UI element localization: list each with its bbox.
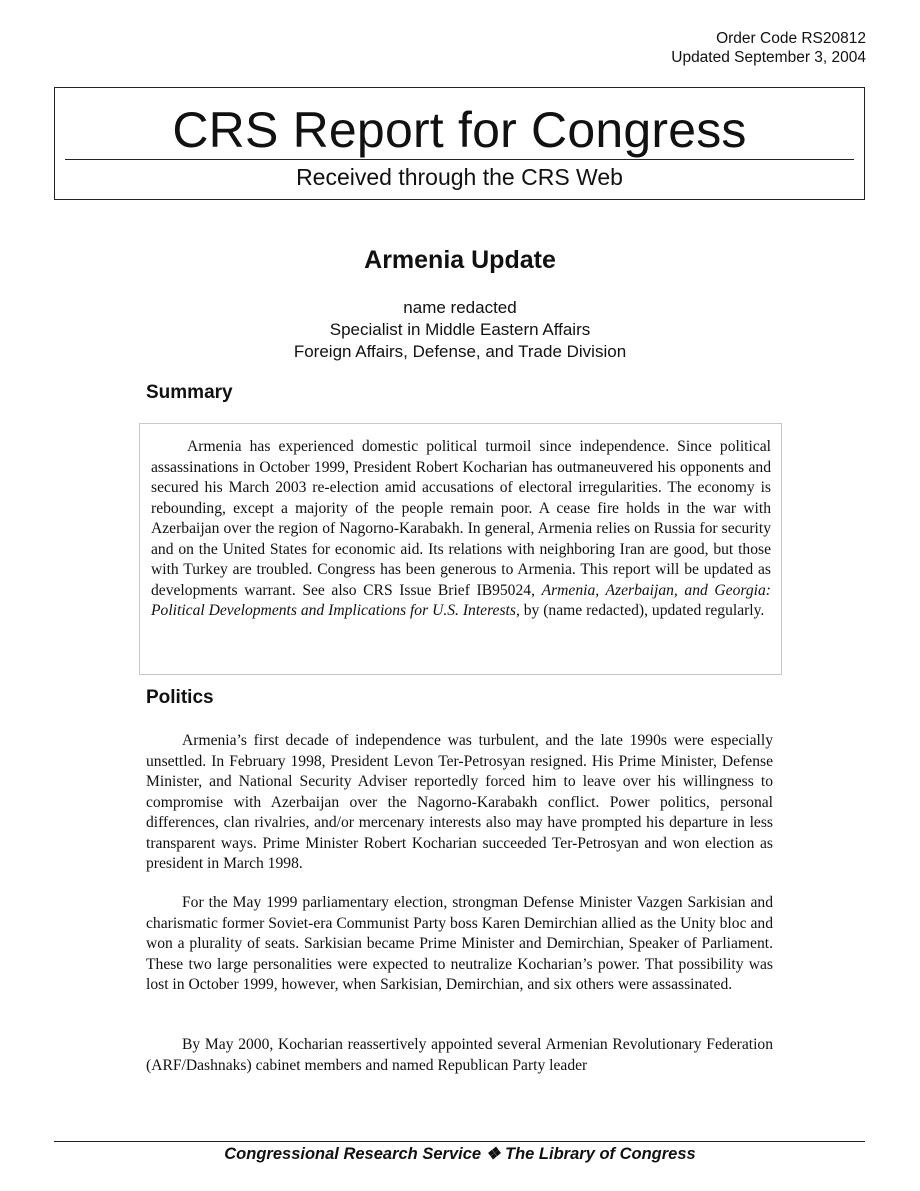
paragraph-text: For the May 1999 parliamentary election, strongman Defense Minister Vazgen Sarkisian and charismatic former Soviet-era Communist Party boss Karen Demirchian allied as the Unity bloc and won a plurality of seats. Sarkisian became Prime Minister and Demirchian, Speaker of Parliament. These two large personalities were expected to neutralize Kocharian’s power. That possibility was lost in October 1999, however, when Sarkisian, Demirchian, and six others were assassinated.: [146, 894, 773, 993]
politics-paragraph-1: [146, 731, 773, 875]
author-name: name redacted: [403, 298, 517, 317]
order-code: Order Code RS20812: [716, 30, 866, 47]
order-info: [671, 29, 866, 67]
banner-title: CRS Report for Congress: [172, 102, 747, 158]
banner-subtitle: Received through the CRS Web: [296, 164, 623, 190]
summary-heading: Summary: [146, 382, 233, 403]
issue-brief-title: Armenia, Azerbaijan, and Georgia: Political Developments and Implications for U.S. Interests: [151, 581, 771, 619]
footer-divider: [54, 1141, 865, 1142]
summary-text-tail: , by (name redacted), updated regularly.: [515, 602, 765, 619]
author-role: Specialist in Middle Eastern Affairs: [329, 320, 591, 339]
politics-heading: Politics: [146, 687, 214, 708]
banner-divider: [65, 159, 854, 160]
paragraph-text: Armenia’s first decade of independence was turbulent, and the late 1990s were especially unsettled. In February 1998, President Levon Ter-Petrosyan resigned. His Prime Minister, Defense Minister, and National Security Adviser reportedly forced him to leave over his willingness to compromise with Azerbaijan over the Nagorno-Karabakh conflict. Power politics, personal differences, clan rivalries, and/or mercenary interests also may have prompted his departure in less transparent ways. Prime Minister Robert Kocharian succeeded Ter-Petrosyan and won election as president in March 1998.: [146, 732, 773, 872]
summary-text: [151, 437, 771, 622]
report-banner: [54, 87, 865, 200]
politics-paragraph-3: [146, 1035, 773, 1076]
updated-date: Updated September 3, 2004: [671, 49, 866, 66]
summary-text-lead: Armenia has experienced domestic political turmoil since independence. Since political assassinations in October 1999, President Robert Kocharian has outmaneuvered his opponents and secured his March 2003 re-election amid accusations of electoral irregularities. The economy is rebounding, except a majority of the people remain poor. A cease fire holds in the war with Azerbaijan over the region of Nagorno-Karabakh. In general, Armenia relies on Russia for security and on the United States for economic aid. Its relations with neighboring Iran are good, but those with Turkey are troubled. Congress has been generous to Armenia. This report will be updated as developments warrant. See also CRS Issue Brief IB95024,: [151, 438, 771, 599]
author-block: [0, 297, 920, 363]
author-division: Foreign Affairs, Defense, and Trade Division: [293, 342, 627, 361]
footer-text: Congressional Research Service ❖ The Library of Congress: [224, 1145, 696, 1163]
summary-paragraph: [151, 437, 771, 622]
politics-paragraph-2: [146, 893, 773, 996]
paragraph-text: By May 2000, Kocharian reassertively appointed several Armenian Revolutionary Federation (ARF/Dashnaks) cabinet members and named Republican Party leader: [146, 1036, 773, 1074]
report-title: Armenia Update: [364, 246, 556, 274]
